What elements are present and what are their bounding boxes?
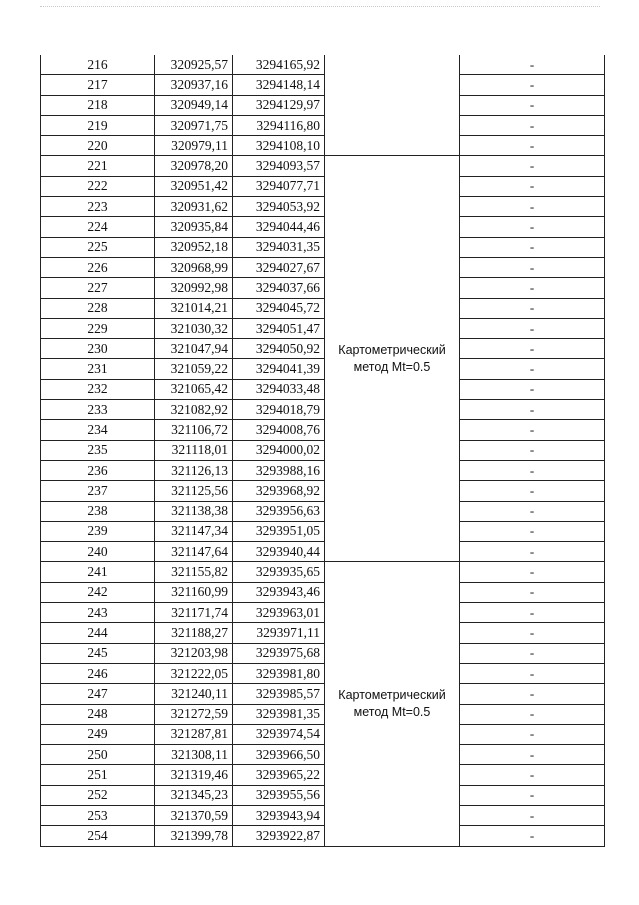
point-number-cell: 237 xyxy=(41,481,155,501)
point-number-cell: 252 xyxy=(41,785,155,805)
point-number-cell: 227 xyxy=(41,278,155,298)
x-coordinate-cell: 321319,46 xyxy=(155,765,233,785)
y-coordinate-cell: 3294033,48 xyxy=(233,379,325,399)
point-number-cell: 226 xyxy=(41,257,155,277)
coordinates-table xyxy=(40,55,605,847)
y-coordinate-cell: 3293951,05 xyxy=(233,521,325,541)
description-cell: - xyxy=(460,359,605,379)
description-cell: - xyxy=(460,501,605,521)
description-cell: - xyxy=(460,582,605,602)
table-row xyxy=(41,684,605,704)
table-row xyxy=(41,400,605,420)
x-coordinate-cell: 321138,38 xyxy=(155,501,233,521)
table-row xyxy=(41,339,605,359)
y-coordinate-cell: 3294051,47 xyxy=(233,318,325,338)
y-coordinate-cell: 3293955,56 xyxy=(233,785,325,805)
y-coordinate-cell: 3293974,54 xyxy=(233,724,325,744)
description-cell: - xyxy=(460,481,605,501)
x-coordinate-cell: 321399,78 xyxy=(155,826,233,846)
description-cell: - xyxy=(460,75,605,95)
y-coordinate-cell: 3293956,63 xyxy=(233,501,325,521)
description-cell: - xyxy=(460,136,605,156)
point-number-cell: 219 xyxy=(41,115,155,135)
x-coordinate-cell: 321370,59 xyxy=(155,805,233,825)
point-number-cell: 223 xyxy=(41,197,155,217)
description-cell: - xyxy=(460,663,605,683)
table-row xyxy=(41,217,605,237)
description-cell: - xyxy=(460,156,605,176)
x-coordinate-cell: 321106,72 xyxy=(155,420,233,440)
point-number-cell: 233 xyxy=(41,400,155,420)
x-coordinate-cell: 321047,94 xyxy=(155,339,233,359)
table-row xyxy=(41,542,605,562)
point-number-cell: 254 xyxy=(41,826,155,846)
point-number-cell: 230 xyxy=(41,339,155,359)
description-cell: - xyxy=(460,460,605,480)
point-number-cell: 242 xyxy=(41,582,155,602)
x-coordinate-cell: 321065,42 xyxy=(155,379,233,399)
description-cell: - xyxy=(460,562,605,582)
x-coordinate-cell: 321272,59 xyxy=(155,704,233,724)
description-cell: - xyxy=(460,278,605,298)
description-cell: - xyxy=(460,115,605,135)
y-coordinate-cell: 3294041,39 xyxy=(233,359,325,379)
table-row xyxy=(41,420,605,440)
x-coordinate-cell: 321155,82 xyxy=(155,562,233,582)
point-number-cell: 246 xyxy=(41,663,155,683)
description-cell: - xyxy=(460,542,605,562)
x-coordinate-cell: 320949,14 xyxy=(155,95,233,115)
point-number-cell: 228 xyxy=(41,298,155,318)
description-cell: - xyxy=(460,420,605,440)
description-cell: - xyxy=(460,603,605,623)
table-row xyxy=(41,440,605,460)
x-coordinate-cell: 321147,34 xyxy=(155,521,233,541)
x-coordinate-cell: 321059,22 xyxy=(155,359,233,379)
point-number-cell: 243 xyxy=(41,603,155,623)
description-cell: - xyxy=(460,684,605,704)
x-coordinate-cell: 320992,98 xyxy=(155,278,233,298)
x-coordinate-cell: 320952,18 xyxy=(155,237,233,257)
y-coordinate-cell: 3294027,67 xyxy=(233,257,325,277)
description-cell: - xyxy=(460,440,605,460)
y-coordinate-cell: 3294165,92 xyxy=(233,55,325,75)
point-number-cell: 224 xyxy=(41,217,155,237)
coordinates-table-body xyxy=(41,55,605,846)
page-header-scan-line xyxy=(40,6,600,8)
x-coordinate-cell: 321188,27 xyxy=(155,623,233,643)
description-cell: - xyxy=(460,785,605,805)
table-row xyxy=(41,136,605,156)
y-coordinate-cell: 3293981,80 xyxy=(233,663,325,683)
table-row xyxy=(41,237,605,257)
table-row xyxy=(41,359,605,379)
description-cell: - xyxy=(460,95,605,115)
table-row xyxy=(41,582,605,602)
y-coordinate-cell: 3293968,92 xyxy=(233,481,325,501)
x-coordinate-cell: 321222,05 xyxy=(155,663,233,683)
description-cell: - xyxy=(460,400,605,420)
y-coordinate-cell: 3293988,16 xyxy=(233,460,325,480)
y-coordinate-cell: 3293943,94 xyxy=(233,805,325,825)
x-coordinate-cell: 321147,64 xyxy=(155,542,233,562)
table-row xyxy=(41,521,605,541)
table-row xyxy=(41,75,605,95)
description-cell: - xyxy=(460,55,605,75)
table-row xyxy=(41,379,605,399)
point-number-cell: 247 xyxy=(41,684,155,704)
table-row xyxy=(41,643,605,663)
point-number-cell: 253 xyxy=(41,805,155,825)
description-cell: - xyxy=(460,176,605,196)
x-coordinate-cell: 320925,57 xyxy=(155,55,233,75)
point-number-cell: 225 xyxy=(41,237,155,257)
y-coordinate-cell: 3293943,46 xyxy=(233,582,325,602)
table-row xyxy=(41,562,605,582)
y-coordinate-cell: 3293971,11 xyxy=(233,623,325,643)
method-cell: Картометрический метод Mt=0.5 xyxy=(325,156,460,562)
description-cell: - xyxy=(460,521,605,541)
table-row xyxy=(41,156,605,176)
table-row xyxy=(41,460,605,480)
point-number-cell: 217 xyxy=(41,75,155,95)
table-row xyxy=(41,785,605,805)
x-coordinate-cell: 320935,84 xyxy=(155,217,233,237)
x-coordinate-cell: 321125,56 xyxy=(155,481,233,501)
point-number-cell: 234 xyxy=(41,420,155,440)
x-coordinate-cell: 321014,21 xyxy=(155,298,233,318)
x-coordinate-cell: 321308,11 xyxy=(155,745,233,765)
table-row xyxy=(41,704,605,724)
point-number-cell: 235 xyxy=(41,440,155,460)
table-row xyxy=(41,278,605,298)
y-coordinate-cell: 3293935,65 xyxy=(233,562,325,582)
point-number-cell: 244 xyxy=(41,623,155,643)
description-cell: - xyxy=(460,217,605,237)
description-cell: - xyxy=(460,724,605,744)
y-coordinate-cell: 3294037,66 xyxy=(233,278,325,298)
description-cell: - xyxy=(460,745,605,765)
table-row xyxy=(41,176,605,196)
description-cell: - xyxy=(460,379,605,399)
y-coordinate-cell: 3294031,35 xyxy=(233,237,325,257)
table-row xyxy=(41,663,605,683)
table-row xyxy=(41,95,605,115)
description-cell: - xyxy=(460,805,605,825)
x-coordinate-cell: 321171,74 xyxy=(155,603,233,623)
point-number-cell: 229 xyxy=(41,318,155,338)
y-coordinate-cell: 3293922,87 xyxy=(233,826,325,846)
y-coordinate-cell: 3293965,22 xyxy=(233,765,325,785)
point-number-cell: 218 xyxy=(41,95,155,115)
table-row xyxy=(41,115,605,135)
table-row xyxy=(41,55,605,75)
x-coordinate-cell: 321082,92 xyxy=(155,400,233,420)
y-coordinate-cell: 3294053,92 xyxy=(233,197,325,217)
point-number-cell: 216 xyxy=(41,55,155,75)
table-row xyxy=(41,603,605,623)
y-coordinate-cell: 3294116,80 xyxy=(233,115,325,135)
x-coordinate-cell: 321118,01 xyxy=(155,440,233,460)
y-coordinate-cell: 3294044,46 xyxy=(233,217,325,237)
x-coordinate-cell: 321030,32 xyxy=(155,318,233,338)
y-coordinate-cell: 3294008,76 xyxy=(233,420,325,440)
point-number-cell: 236 xyxy=(41,460,155,480)
y-coordinate-cell: 3294018,79 xyxy=(233,400,325,420)
point-number-cell: 248 xyxy=(41,704,155,724)
table-row xyxy=(41,197,605,217)
table-row xyxy=(41,318,605,338)
x-coordinate-cell: 320931,62 xyxy=(155,197,233,217)
x-coordinate-cell: 321287,81 xyxy=(155,724,233,744)
table-row xyxy=(41,298,605,318)
description-cell: - xyxy=(460,643,605,663)
table-row xyxy=(41,805,605,825)
table-row xyxy=(41,724,605,744)
description-cell: - xyxy=(460,623,605,643)
point-number-cell: 245 xyxy=(41,643,155,663)
y-coordinate-cell: 3294129,97 xyxy=(233,95,325,115)
y-coordinate-cell: 3294045,72 xyxy=(233,298,325,318)
x-coordinate-cell: 320951,42 xyxy=(155,176,233,196)
y-coordinate-cell: 3294148,14 xyxy=(233,75,325,95)
x-coordinate-cell: 320978,20 xyxy=(155,156,233,176)
x-coordinate-cell: 321126,13 xyxy=(155,460,233,480)
y-coordinate-cell: 3294000,02 xyxy=(233,440,325,460)
x-coordinate-cell: 320937,16 xyxy=(155,75,233,95)
point-number-cell: 232 xyxy=(41,379,155,399)
point-number-cell: 220 xyxy=(41,136,155,156)
x-coordinate-cell: 320968,99 xyxy=(155,257,233,277)
x-coordinate-cell: 321203,98 xyxy=(155,643,233,663)
description-cell: - xyxy=(460,298,605,318)
description-cell: - xyxy=(460,197,605,217)
y-coordinate-cell: 3293966,50 xyxy=(233,745,325,765)
point-number-cell: 250 xyxy=(41,745,155,765)
method-cell xyxy=(325,55,460,156)
point-number-cell: 240 xyxy=(41,542,155,562)
description-cell: - xyxy=(460,257,605,277)
method-cell: Картометрический метод Mt=0.5 xyxy=(325,562,460,846)
table-row xyxy=(41,257,605,277)
description-cell: - xyxy=(460,826,605,846)
y-coordinate-cell: 3293981,35 xyxy=(233,704,325,724)
point-number-cell: 239 xyxy=(41,521,155,541)
description-cell: - xyxy=(460,339,605,359)
x-coordinate-cell: 321240,11 xyxy=(155,684,233,704)
table-row xyxy=(41,826,605,846)
table-row xyxy=(41,765,605,785)
x-coordinate-cell: 320971,75 xyxy=(155,115,233,135)
x-coordinate-cell: 321345,23 xyxy=(155,785,233,805)
y-coordinate-cell: 3294093,57 xyxy=(233,156,325,176)
y-coordinate-cell: 3293985,57 xyxy=(233,684,325,704)
table-row xyxy=(41,501,605,521)
table-row xyxy=(41,745,605,765)
point-number-cell: 238 xyxy=(41,501,155,521)
table-row xyxy=(41,481,605,501)
y-coordinate-cell: 3294108,10 xyxy=(233,136,325,156)
y-coordinate-cell: 3293940,44 xyxy=(233,542,325,562)
point-number-cell: 222 xyxy=(41,176,155,196)
y-coordinate-cell: 3294050,92 xyxy=(233,339,325,359)
table-row xyxy=(41,623,605,643)
point-number-cell: 249 xyxy=(41,724,155,744)
x-coordinate-cell: 320979,11 xyxy=(155,136,233,156)
point-number-cell: 231 xyxy=(41,359,155,379)
point-number-cell: 241 xyxy=(41,562,155,582)
y-coordinate-cell: 3294077,71 xyxy=(233,176,325,196)
y-coordinate-cell: 3293975,68 xyxy=(233,643,325,663)
x-coordinate-cell: 321160,99 xyxy=(155,582,233,602)
description-cell: - xyxy=(460,318,605,338)
description-cell: - xyxy=(460,765,605,785)
y-coordinate-cell: 3293963,01 xyxy=(233,603,325,623)
description-cell: - xyxy=(460,237,605,257)
point-number-cell: 221 xyxy=(41,156,155,176)
description-cell: - xyxy=(460,704,605,724)
point-number-cell: 251 xyxy=(41,765,155,785)
